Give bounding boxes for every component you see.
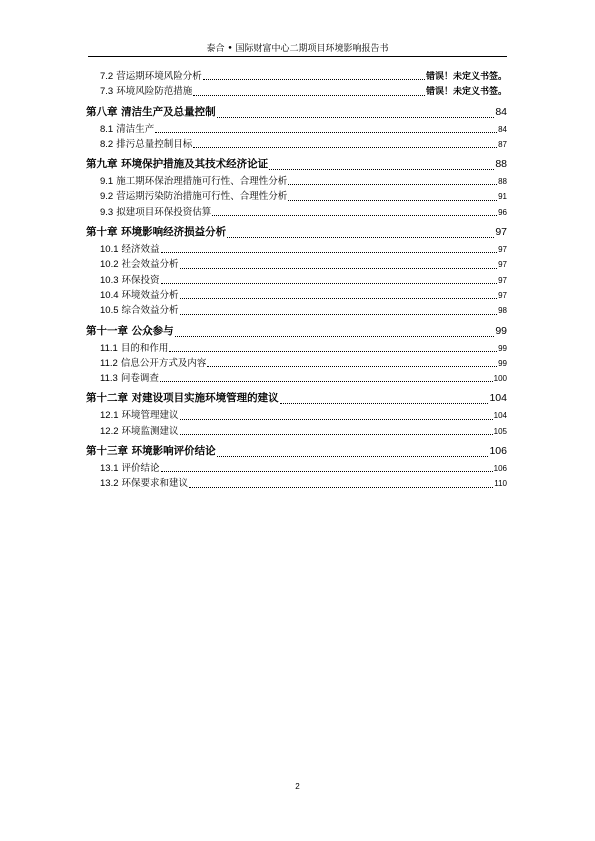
dot-leader [193, 95, 425, 96]
toc-entry-number: 10.4 [100, 289, 119, 301]
dot-leader [180, 314, 498, 315]
toc-entry-number: 10.3 [100, 274, 119, 286]
toc-entry-number: 9.1 [100, 176, 114, 188]
toc-entry-page: 106 [489, 445, 507, 458]
toc-entry-number: 13.2 [100, 478, 119, 490]
toc-entry-page: 84 [495, 105, 507, 118]
toc-entry-page: 98 [498, 306, 507, 316]
toc-section-entry[interactable] [86, 340, 507, 355]
toc-entry-title: 社会效益分析 [121, 259, 179, 271]
dot-leader [203, 79, 425, 80]
toc-entry-page: 91 [498, 192, 507, 202]
toc-entry-number: 第十一章 [86, 324, 128, 337]
toc-entry-title: 环境影响评价结论 [131, 445, 216, 458]
toc-entry-title: 评价结论 [121, 463, 160, 475]
dot-leader [189, 487, 493, 488]
toc-section-entry[interactable] [86, 272, 507, 287]
toc-entry-title: 环境影响经济损益分析 [121, 226, 227, 239]
toc-section-entry[interactable] [86, 355, 507, 370]
toc-entry-page: 104 [493, 411, 507, 421]
dot-leader [207, 366, 497, 367]
dot-leader [161, 252, 498, 253]
dot-leader [155, 132, 497, 133]
toc-entry-number: 7.2 [100, 71, 114, 82]
dot-leader [227, 237, 494, 238]
toc-entry-title: 环保要求和建议 [121, 478, 189, 490]
toc-entry-page: 99 [498, 343, 507, 353]
toc-section-entry[interactable] [86, 370, 507, 385]
toc-entry-page: 84 [498, 124, 507, 134]
toc-entry-page: 106 [493, 464, 507, 474]
toc-entry-title: 环境管理建议 [121, 410, 179, 422]
toc-section-entry[interactable] [86, 407, 507, 422]
dot-leader [180, 419, 493, 420]
toc-entry-page: 99 [498, 358, 507, 368]
toc-section-entry[interactable] [86, 302, 507, 317]
toc-entry-title: 环境保护措施及其技术经济论证 [121, 158, 269, 171]
toc-chapter-entry[interactable] [86, 219, 507, 241]
toc-entry-title: 营运期污染防治措施可行性、合理性分析 [116, 191, 288, 203]
toc-entry-number: 11.3 [100, 373, 118, 385]
toc-section-entry[interactable] [86, 256, 507, 271]
toc-entry-number: 8.2 [100, 138, 114, 150]
dot-leader [160, 381, 493, 382]
dot-leader [269, 169, 494, 170]
toc-entry-page: 97 [498, 290, 507, 300]
toc-entry-number: 第十三章 [86, 445, 128, 458]
toc-section-entry[interactable] [86, 204, 507, 219]
toc-entry-number: 11.1 [100, 342, 118, 354]
toc-entry-title: 环境监测建议 [121, 425, 179, 437]
toc-chapter-entry[interactable] [86, 318, 507, 340]
toc-section-entry[interactable] [86, 68, 507, 83]
toc-section-entry[interactable] [86, 241, 507, 256]
toc-entry-title: 排污总量控制目标 [116, 138, 193, 150]
toc-section-entry[interactable] [86, 121, 507, 136]
dot-leader [217, 117, 495, 118]
toc-section-entry[interactable] [86, 287, 507, 302]
toc-entry-title: 拟建项目环保投资估算 [116, 206, 212, 218]
toc-entry-page: 96 [498, 207, 507, 217]
toc-entry-title: 环境风险防范措施 [116, 86, 193, 98]
toc-section-entry[interactable] [86, 188, 507, 203]
toc-section-entry[interactable] [86, 423, 507, 438]
toc-entry-page: 105 [493, 426, 507, 436]
dot-leader [180, 268, 498, 269]
table-of-contents [86, 68, 507, 491]
toc-entry-title: 营运期环境风险分析 [116, 71, 202, 82]
toc-entry-page: 97 [495, 226, 507, 239]
toc-chapter-entry[interactable] [86, 99, 507, 121]
dot-leader [212, 215, 497, 216]
toc-entry-title: 施工期环保治理措施可行性、合理性分析 [116, 176, 288, 188]
toc-entry-page: 错误！未定义书签。 [425, 71, 507, 81]
toc-chapter-entry[interactable] [86, 438, 507, 460]
toc-entry-title: 公众参与 [131, 324, 174, 337]
toc-entry-page: 97 [498, 245, 507, 255]
toc-entry-page: 97 [498, 275, 507, 285]
toc-section-entry[interactable] [86, 173, 507, 188]
page-number: 2 [295, 782, 300, 791]
toc-section-entry[interactable] [86, 460, 507, 475]
toc-entry-number: 10.1 [100, 244, 119, 256]
dot-leader [193, 147, 497, 148]
header-rule [88, 56, 507, 57]
toc-entry-title: 清洁生产 [116, 123, 155, 135]
toc-entry-number: 第十章 [86, 226, 118, 239]
toc-entry-number: 11.2 [100, 357, 118, 369]
toc-entry-title: 综合效益分析 [121, 305, 179, 317]
toc-entry-number: 第十二章 [86, 392, 128, 405]
dot-leader [180, 434, 493, 435]
toc-entry-number: 第八章 [86, 105, 118, 118]
dot-leader [280, 403, 489, 404]
toc-entry-number: 7.3 [100, 86, 114, 98]
toc-entry-title: 环保投资 [121, 274, 160, 286]
toc-entry-title: 对建设项目实施环境管理的建议 [131, 392, 279, 405]
toc-entry-page: 错误！未定义书签。 [425, 86, 507, 97]
running-header: 泰合 • 国际财富中心二期项目环境影响报告书 [206, 44, 389, 54]
toc-entry-title: 问卷调查 [120, 373, 159, 385]
toc-section-entry[interactable] [86, 83, 507, 98]
toc-entry-number: 9.2 [100, 191, 114, 203]
toc-entry-number: 10.5 [100, 305, 119, 317]
toc-entry-page: 99 [495, 324, 507, 337]
dot-leader [288, 200, 497, 201]
toc-entry-page: 88 [498, 177, 507, 187]
toc-entry-number: 8.1 [100, 123, 114, 135]
toc-entry-number: 9.3 [100, 206, 114, 218]
dot-leader [175, 336, 495, 337]
toc-entry-title: 经济效益 [121, 244, 160, 256]
toc-entry-number: 12.2 [100, 425, 119, 437]
toc-entry-page: 87 [498, 139, 507, 149]
toc-entry-number: 第九章 [86, 158, 118, 171]
dot-leader [180, 298, 498, 299]
toc-entry-title: 目的和作用 [120, 342, 169, 354]
toc-entry-number: 10.2 [100, 259, 119, 271]
dot-leader [217, 456, 489, 457]
toc-entry-number: 13.1 [100, 463, 119, 475]
dot-leader [161, 283, 498, 284]
toc-entry-page: 97 [498, 260, 507, 270]
toc-chapter-entry[interactable] [86, 151, 507, 173]
toc-entry-page: 110 [494, 479, 507, 489]
toc-section-entry[interactable] [86, 475, 507, 490]
dot-leader [161, 471, 493, 472]
toc-entry-title: 清洁生产及总量控制 [121, 105, 216, 118]
toc-entry-page: 104 [489, 392, 507, 405]
dot-leader [288, 184, 497, 185]
toc-entry-page: 88 [495, 158, 507, 171]
toc-entry-page: 100 [493, 374, 507, 384]
toc-entry-title: 环境效益分析 [121, 289, 179, 301]
toc-entry-title: 信息公开方式及内容 [120, 357, 207, 369]
toc-entry-number: 12.1 [100, 410, 119, 422]
dot-leader [169, 351, 497, 352]
toc-section-entry[interactable] [86, 136, 507, 151]
toc-chapter-entry[interactable] [86, 385, 507, 407]
